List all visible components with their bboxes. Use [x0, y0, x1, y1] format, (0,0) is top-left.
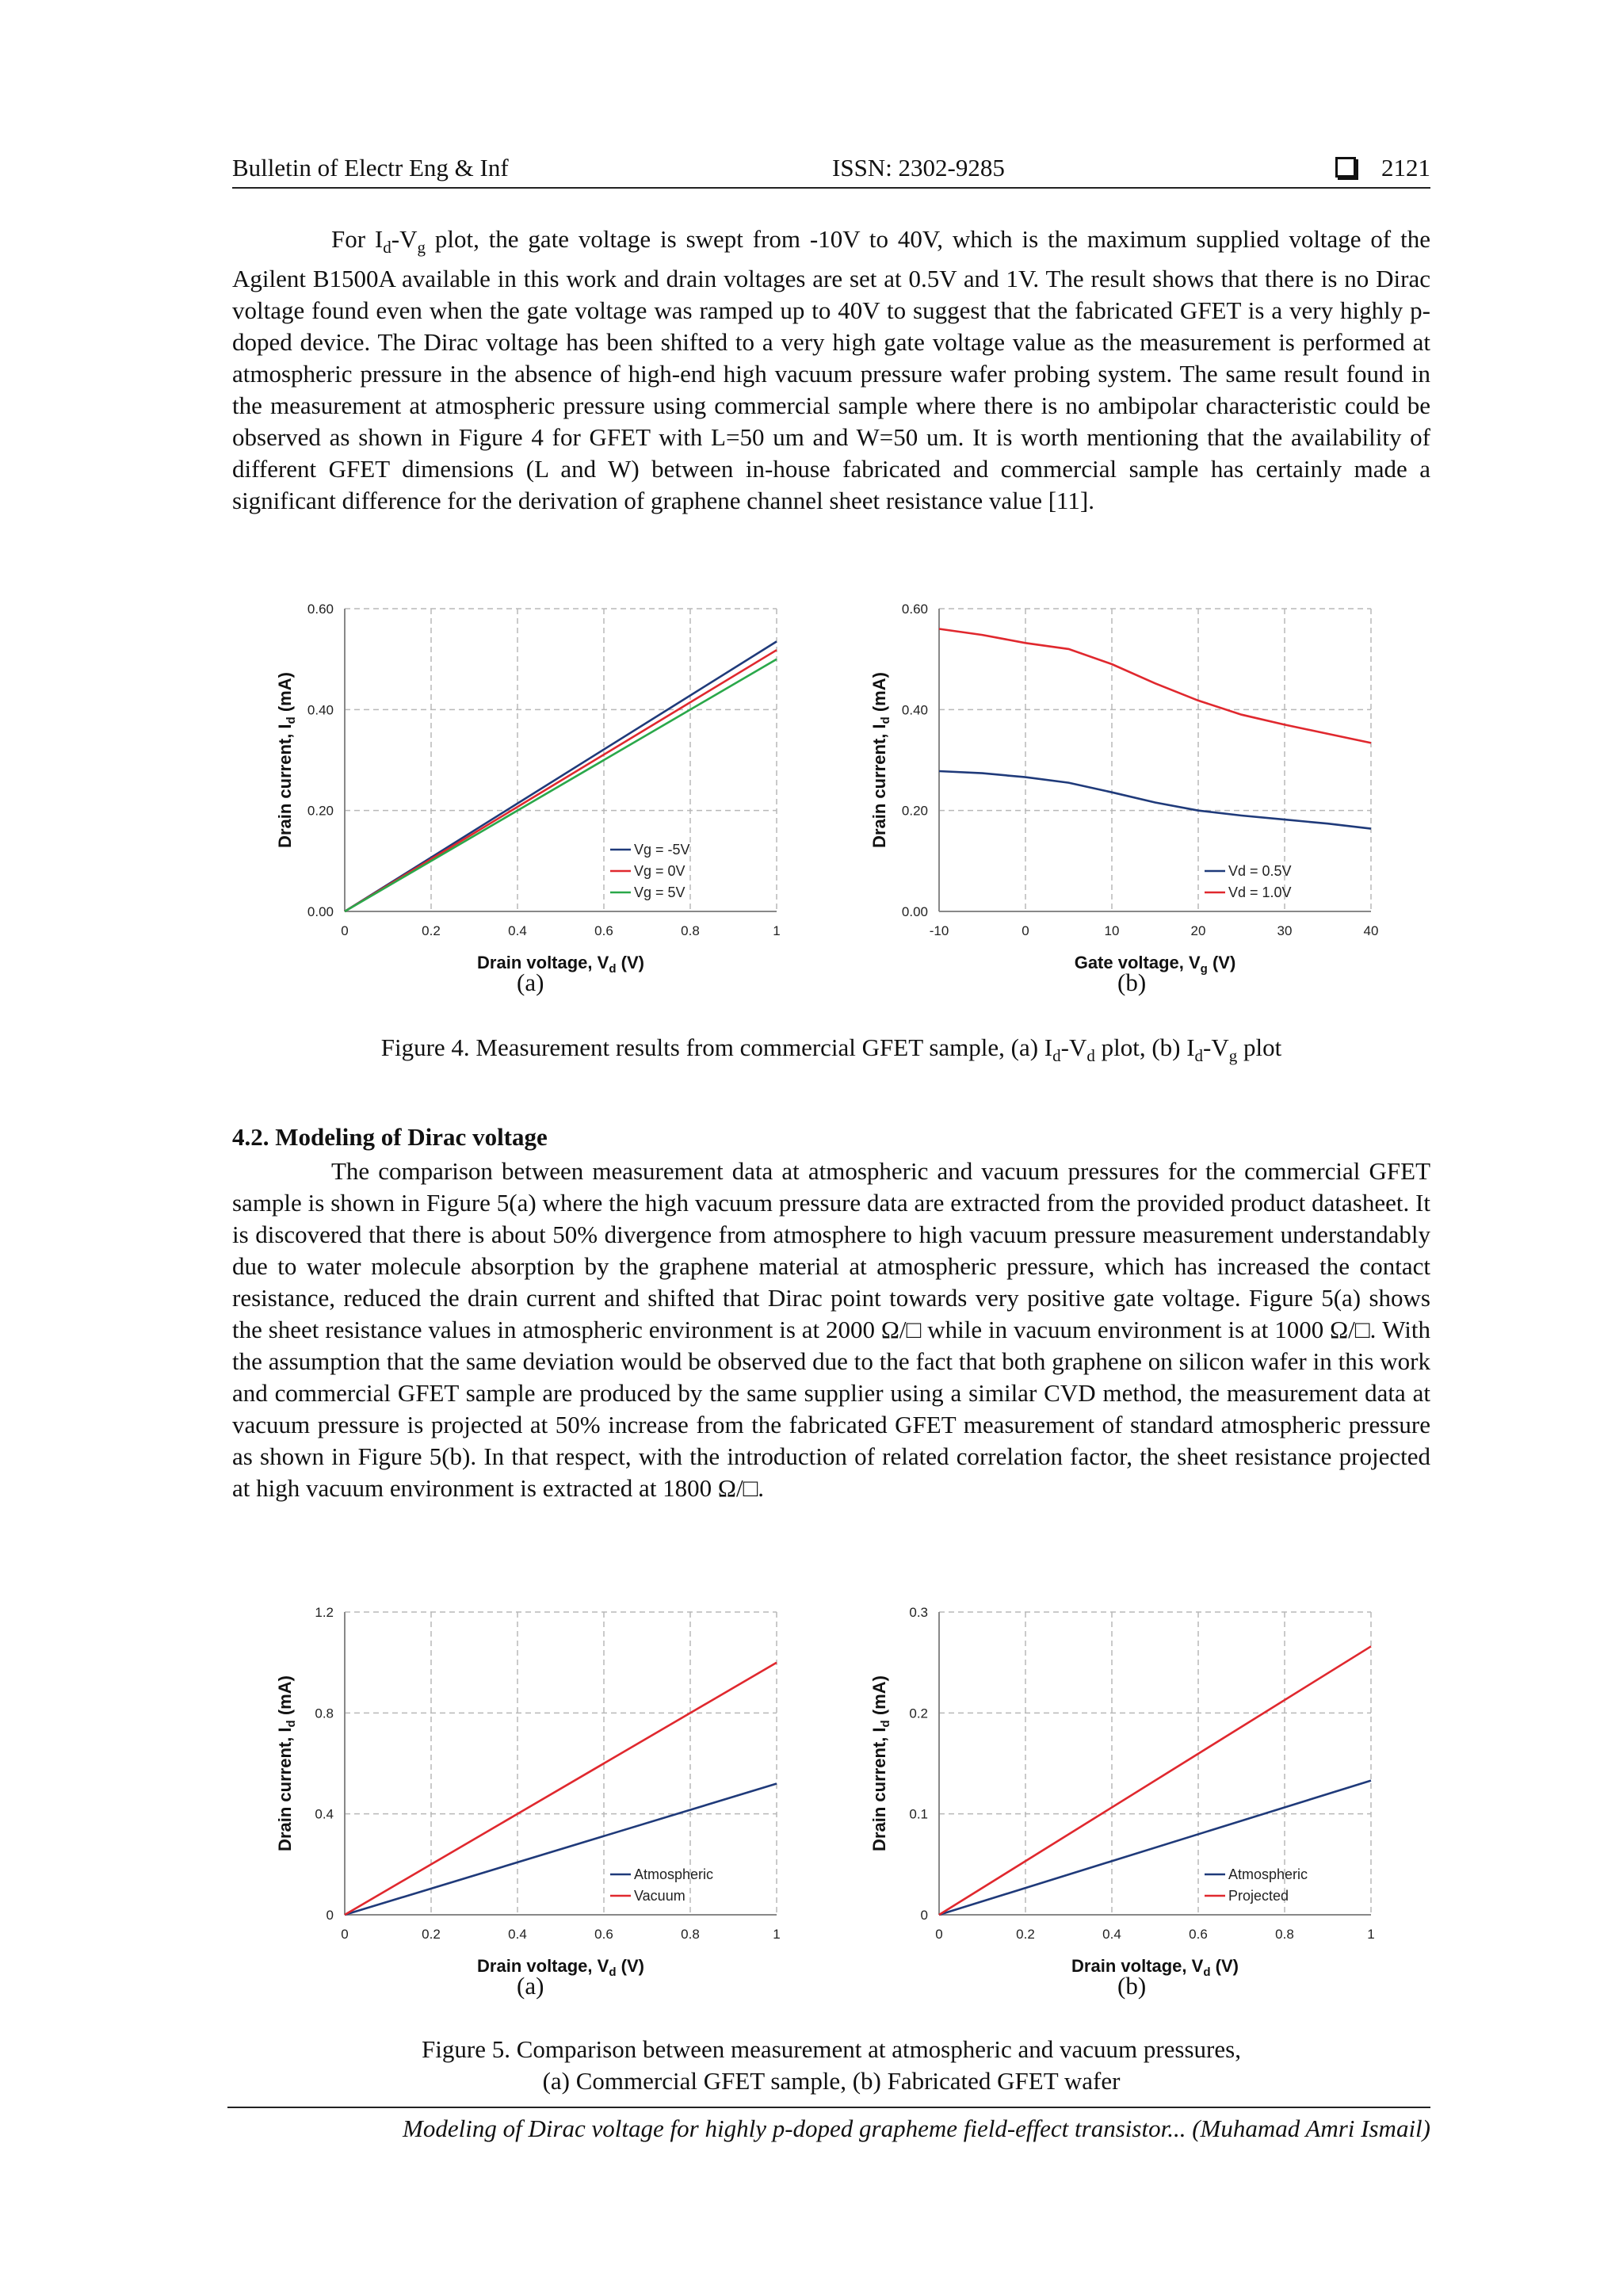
x-axis-title: Drain voltage, $V_d$ (V) — [1071, 1956, 1239, 1978]
y-tick-label: 1.2 — [315, 1605, 334, 1620]
x-tick-label: 0.2 — [422, 1927, 441, 1942]
figure-5b-label: (b) — [1117, 1972, 1147, 2000]
y-axis-title: Drain current, $I_d$ (mA) — [869, 1675, 892, 1851]
issn: ISSN: 2302-9285 — [832, 154, 1005, 181]
square-bullet-icon — [1335, 157, 1356, 178]
series-line-1 — [345, 1784, 777, 1916]
legend-label: Vg = 5V — [634, 884, 685, 900]
figure-5a-label: (a) — [517, 1972, 544, 2000]
journal-name: Bulletin of Electr Eng & Inf — [232, 154, 509, 181]
legend-label: Projected — [1228, 1888, 1289, 1904]
legend-label: Vacuum — [634, 1888, 685, 1904]
y-tick-label: 0.1 — [909, 1806, 928, 1822]
legend-label: Vg = 0V — [634, 863, 685, 879]
x-tick-label: 1 — [773, 1927, 781, 1942]
x-tick-label: 0 — [341, 923, 349, 938]
x-tick-label: 0.8 — [1275, 1927, 1294, 1942]
y-tick-label: 0.40 — [307, 702, 334, 718]
x-tick-label: 0.8 — [681, 923, 700, 938]
figure-5a — [269, 1590, 808, 1978]
series-line-1 — [939, 1781, 1371, 1915]
y-tick-label: 0.3 — [909, 1605, 928, 1620]
section-heading: 4.2. Modeling of Dirac voltage — [232, 1123, 548, 1151]
figure-4b-label: (b) — [1117, 968, 1147, 996]
x-tick-label: 0 — [935, 1927, 943, 1942]
series-line-3 — [345, 659, 777, 911]
y-tick-label: 0.60 — [307, 602, 334, 617]
y-tick-label: 0 — [326, 1908, 334, 1923]
x-tick-label: 1 — [773, 923, 781, 938]
y-axis-title: Drain current, $I_d$ (mA) — [275, 1675, 298, 1851]
y-tick-label: 0.40 — [901, 702, 928, 718]
x-tick-label: 20 — [1190, 923, 1206, 938]
x-tick-label: -10 — [929, 923, 949, 938]
running-footer: Modeling of Dirac voltage for highly p-doped grapheme field-effect transistor... (Muhamad Amri Ismail) — [227, 2107, 1430, 2143]
paragraph-1: For $I_d-V_g$ plot, the gate voltage is swept from -10V to 40V, which is the maximum supplied voltage of the Agilent B1500A available in this work and drain voltages are set at 0.5V and 1V. The result shows that there is no Dirac voltage found even when the gate voltage was ramped up to 40V to suggest that the fabricated GFET is a very highly p-doped device. The Dirac voltage has been shifted to a very high gate voltage value as the measurement is performed at atmospheric pressure in the absence of high-end high vacuum pressure wafer probing system. The same result found in the measurement at atmospheric pressure using commercial sample where there is no ambipolar characteristic could be observed as shown in Figure 4 for GFET with L=50 um and W=50 um. It is worth mentioning that the availability of different GFET dimensions (L and W) between in-house fabricated and commercial sample has certainly made a significant difference for the derivation of graphene channel sheet resistance value [11]. — [232, 225, 1430, 515]
x-tick-label: 0.4 — [508, 1927, 527, 1942]
figure-4b — [864, 586, 1403, 975]
y-axis-title: Drain current, $I_d$ (mA) — [869, 672, 892, 848]
running-header — [232, 151, 1430, 189]
x-tick-label: 0.6 — [594, 923, 613, 938]
x-axis-title: Gate voltage, $V_g$ (V) — [1074, 953, 1236, 975]
series-line-1 — [345, 641, 777, 911]
legend-label: Vd = 1.0V — [1228, 884, 1292, 900]
x-tick-label: 0 — [341, 1927, 349, 1942]
figure-4a-label: (a) — [517, 968, 544, 996]
x-tick-label: 40 — [1363, 923, 1379, 938]
y-tick-label: 0.00 — [901, 904, 928, 919]
x-tick-label: 0.2 — [422, 923, 441, 938]
x-axis-title: Drain voltage, $V_d$ (V) — [477, 953, 644, 975]
x-tick-label: 0.4 — [508, 923, 527, 938]
x-tick-label: 1 — [1367, 1927, 1375, 1942]
x-tick-label: 0.4 — [1102, 1927, 1121, 1942]
x-tick-label: 0 — [1022, 923, 1029, 938]
figure-5b — [864, 1590, 1403, 1978]
x-tick-label: 0.6 — [1189, 1927, 1208, 1942]
series-line-2 — [345, 650, 777, 911]
x-tick-label: 10 — [1104, 923, 1120, 938]
chart-fig4a — [269, 586, 808, 975]
series-line-1 — [939, 771, 1371, 829]
page-number-block — [1335, 154, 1430, 182]
series-line-2 — [939, 629, 1371, 743]
y-tick-label: 0.8 — [315, 1706, 334, 1721]
x-axis-title: Drain voltage, $V_d$ (V) — [477, 1956, 644, 1978]
y-axis-title: Drain current, $I_d$ (mA) — [275, 672, 298, 848]
chart-fig4b — [864, 586, 1403, 975]
y-tick-label: 0.00 — [307, 904, 334, 919]
y-tick-label: 0.20 — [901, 803, 928, 819]
y-tick-label: 0.20 — [307, 803, 334, 819]
page-number: 2121 — [1381, 154, 1430, 181]
y-tick-label: 0.2 — [909, 1706, 928, 1721]
legend-label: Atmospheric — [634, 1866, 714, 1882]
legend-label: Vg = -5V — [634, 842, 690, 858]
y-tick-label: 0.60 — [901, 602, 928, 617]
paragraph-2: The comparison between measurement data at atmospheric and vacuum pressures for the commercial GFET sample is shown in Figure 5(a) where the high vacuum pressure data are extracted from the provided product datasheet. It is discovered that there is about 50% divergence from atmosphere to high vacuum pressure measurement understandably due to water molecule absorption by the graphene material at atmospheric pressure, which has increased the contact resistance, reduced the drain current and shifted that Dirac point towards very positive gate voltage. Figure 5(a) shows the sheet resistance values in atmospheric environment is at 2000 Ω/□ while in vacuum environment is at 1000 Ω/□. With the assumption that the same deviation would be observed due to the fact that both graphene on silicon wafer in this work and commercial GFET sample are produced by the same supplier using a similar CVD method, the measurement data at vacuum pressure is projected at 50% increase from the fabricated GFET measurement of standard atmospheric pressure as shown in Figure 5(b). In that respect, with the introduction of related correlation factor, the sheet resistance projected at high vacuum environment is extracted at 1800 Ω/□. — [232, 1157, 1430, 1502]
legend-label: Vd = 0.5V — [1228, 863, 1292, 879]
chart-fig5b — [864, 1590, 1403, 1978]
chart-fig5a — [269, 1590, 808, 1978]
figure-4-caption: Figure 4. Measurement results from commercial GFET sample, (a) $I_d-V_d$ plot, (b) $I_d-V_g$ plot — [380, 1033, 1282, 1066]
legend-label: Atmospheric — [1228, 1866, 1308, 1882]
y-tick-label: 0.4 — [315, 1806, 334, 1822]
figure-5-caption: Figure 5. Comparison between measurement at atmospheric and vacuum pressures, (a) Commercial GFET sample, (b) Fabricated GFET wafer — [422, 2035, 1241, 2095]
figure-4a — [269, 586, 808, 975]
x-tick-label: 0.8 — [681, 1927, 700, 1942]
x-tick-label: 30 — [1277, 923, 1293, 938]
x-tick-label: 0.6 — [594, 1927, 613, 1942]
y-tick-label: 0 — [920, 1908, 928, 1923]
x-tick-label: 0.2 — [1016, 1927, 1035, 1942]
